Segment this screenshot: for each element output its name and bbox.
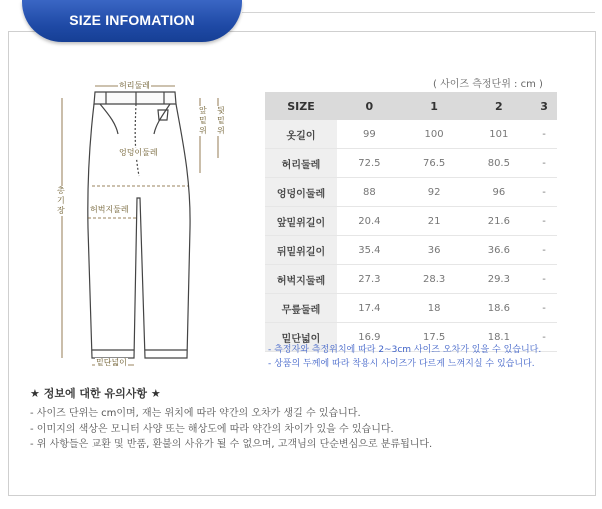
size-value-cell: 18.6	[466, 294, 531, 323]
size-value-cell: 20.4	[337, 207, 402, 236]
front-rise-label: 앞밑위	[198, 106, 210, 136]
size-2-header: 2	[466, 92, 531, 120]
size-value-cell: 27.3	[337, 265, 402, 294]
size-value-cell: 99	[337, 120, 402, 149]
size-value-cell: 16.9	[337, 323, 402, 352]
size-value-cell: -	[531, 236, 557, 265]
row-label: 허리둘레	[265, 149, 337, 178]
caution-line: - 사이즈 단위는 cm이며, 재는 위치에 따라 약간의 오차가 생길 수 있습니다.	[30, 408, 361, 419]
size-value-cell: 36	[402, 236, 467, 265]
row-label: 엉덩이둘레	[265, 178, 337, 207]
row-label: 허벅지둘레	[265, 265, 337, 294]
size-1-header: 1	[402, 92, 467, 120]
size-0-header: 0	[337, 92, 402, 120]
table-row	[265, 207, 557, 236]
size-value-cell: -	[531, 149, 557, 178]
table-note-1: - 측정자와 측정위치에 따라 2~3cm 사이즈 오차가 있을 수 있습니다.	[268, 345, 542, 355]
size-value-cell: -	[531, 207, 557, 236]
row-label: 옷길이	[265, 120, 337, 149]
size-value-cell: 101	[466, 120, 531, 149]
thigh-label: 허벅지둘레	[90, 205, 129, 214]
size-value-cell: 36.6	[466, 236, 531, 265]
size-value-cell: 100	[402, 120, 467, 149]
header-divider	[242, 12, 595, 13]
caution-section	[30, 385, 570, 453]
size-value-cell: 17.5	[402, 323, 467, 352]
size-value-cell: 80.5	[466, 149, 531, 178]
caution-line: - 이미지의 색상은 모니터 사양 또는 해상도에 따라 약간의 차이가 있을 수 있습니다.	[30, 423, 394, 435]
caution-line: - 위 사항들은 교환 및 반품, 환불의 사유가 될 수 없으며, 고객님의 단순변심으로 분류됩니다.	[30, 439, 433, 450]
size-value-cell: -	[531, 178, 557, 207]
row-label: 밑단넓이	[265, 323, 337, 352]
size-value-cell: -	[531, 294, 557, 323]
size-value-cell: 21.6	[466, 207, 531, 236]
table-row	[265, 236, 557, 265]
size-value-cell: 92	[402, 178, 467, 207]
pants-diagram	[40, 78, 240, 368]
row-label: 뒤밑위길이	[265, 236, 337, 265]
back-rise-label: 뒷밑위	[216, 106, 228, 136]
size-value-cell: 17.4	[337, 294, 402, 323]
size-column-header: SIZE	[265, 92, 337, 120]
size-value-cell: 21	[402, 207, 467, 236]
hip-label: 엉덩이둘레	[119, 148, 158, 157]
size-value-cell: 29.3	[466, 265, 531, 294]
caution-title: ★ 정보에 대한 유의사항 ★	[30, 387, 161, 400]
size-value-cell: -	[531, 120, 557, 149]
unit-note: ( 사이즈 측정단위 : cm )	[433, 79, 543, 90]
size-value-cell: -	[531, 323, 557, 352]
table-note-2: - 상품의 두께에 따라 착용시 사이즈가 다르게 느껴지실 수 있습니다.	[268, 359, 535, 369]
size-value-cell: 72.5	[337, 149, 402, 178]
total-length-label: 총기장	[56, 186, 68, 216]
size-value-cell: 35.4	[337, 236, 402, 265]
table-row	[265, 178, 557, 207]
size-value-cell: 18	[402, 294, 467, 323]
size-table-header-row	[265, 92, 557, 120]
size-value-cell: -	[531, 265, 557, 294]
table-row	[265, 294, 557, 323]
table-row	[265, 265, 557, 294]
section-title: SIZE INFOMATION	[69, 12, 195, 28]
size-value-cell: 96	[466, 178, 531, 207]
size-value-cell: 88	[337, 178, 402, 207]
size-value-cell: 28.3	[402, 265, 467, 294]
section-tab	[22, 0, 242, 42]
size-table	[265, 92, 557, 352]
table-row	[265, 149, 557, 178]
size-value-cell: 76.5	[402, 149, 467, 178]
row-label: 무릎둘레	[265, 294, 337, 323]
row-label: 앞밑위길이	[265, 207, 337, 236]
size-value-cell: 18.1	[466, 323, 531, 352]
pants-illustration	[40, 78, 240, 368]
size-3-header: 3	[531, 92, 557, 120]
waist-label: 허리둘레	[119, 81, 150, 90]
hem-label: 밑단넓이	[96, 358, 127, 367]
table-row	[265, 120, 557, 149]
